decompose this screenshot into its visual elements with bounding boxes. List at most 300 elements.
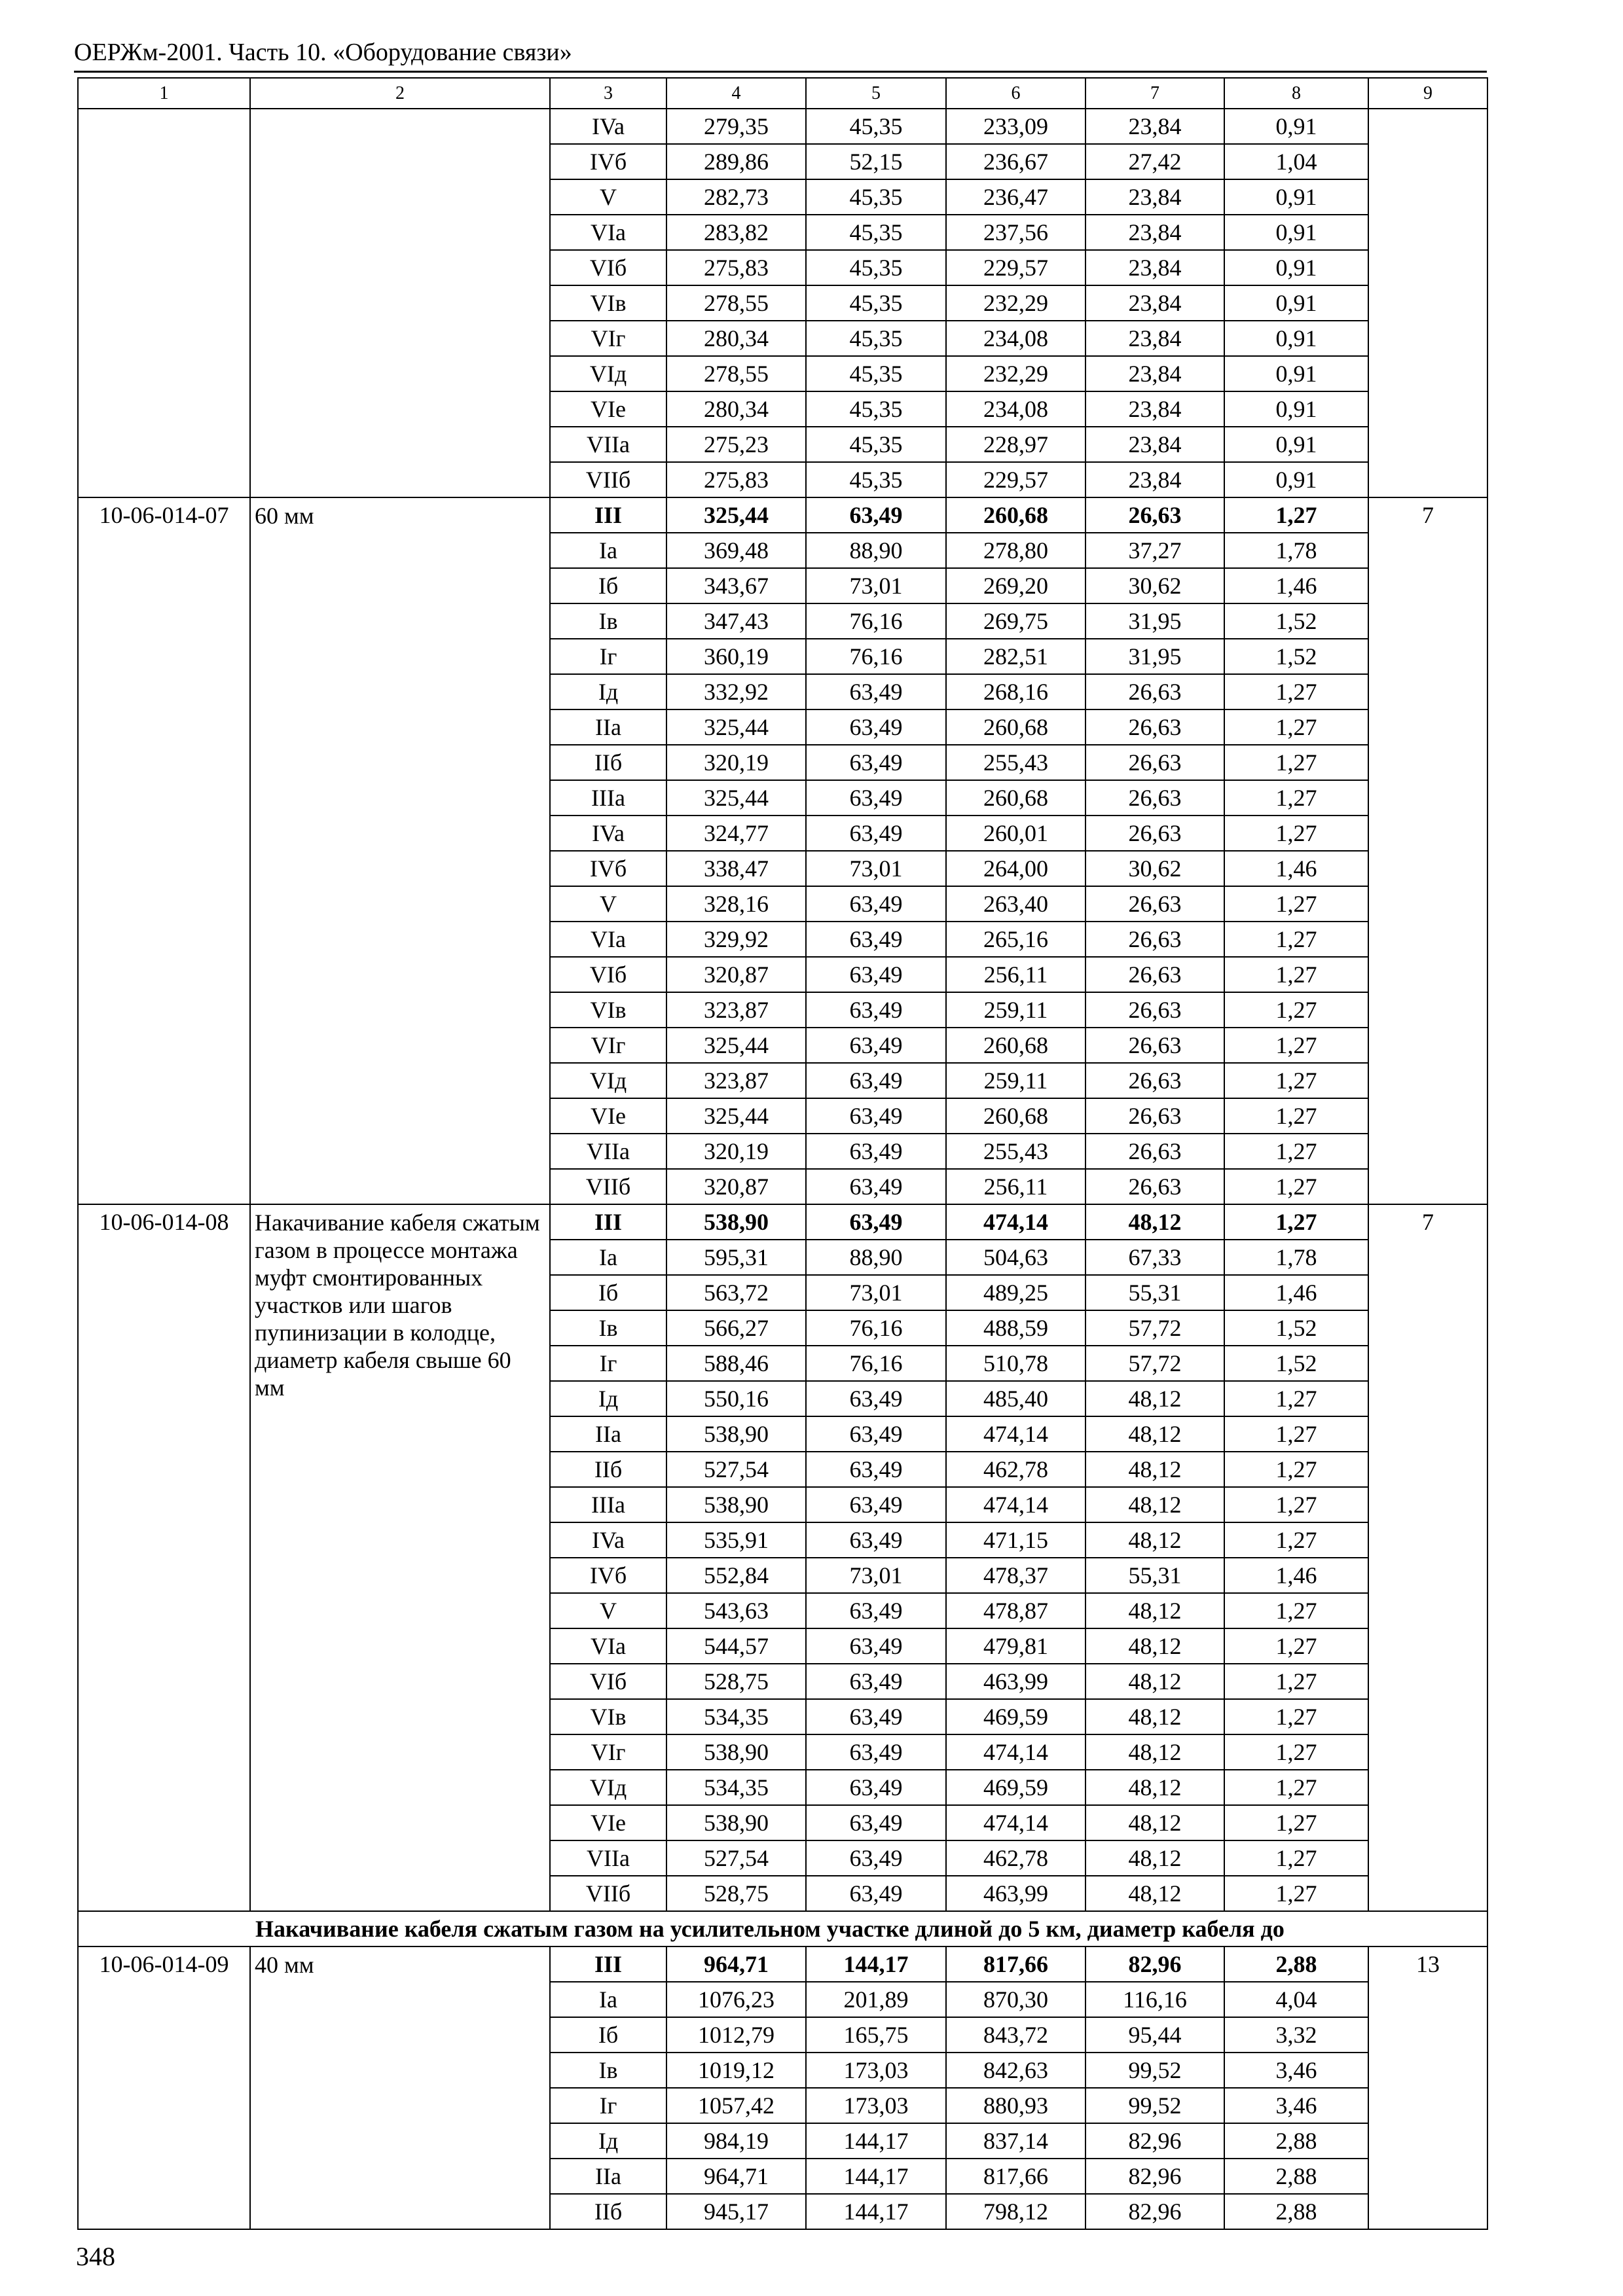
value-cell: 1,46 [1224,1558,1368,1593]
column-number-cell: 4 [666,78,806,109]
value-cell: 63,49 [806,1063,946,1098]
value-cell: 236,67 [946,144,1085,179]
value-cell: 26,63 [1085,745,1224,780]
value-cell: VIд [550,1770,666,1805]
value-cell: 1012,79 [666,2017,806,2053]
value-cell: 1,27 [1224,1169,1368,1204]
col9-cell: 7 [1368,1204,1487,1911]
value-cell: 26,63 [1085,709,1224,745]
value-cell: 2,88 [1224,2159,1368,2194]
value-cell: 474,14 [946,1416,1085,1452]
value-cell: 26,63 [1085,674,1224,709]
value-cell: 1,52 [1224,1310,1368,1346]
value-cell: 23,84 [1085,462,1224,497]
value-cell: 63,49 [806,674,946,709]
value-cell: 263,40 [946,886,1085,922]
value-cell: 45,35 [806,391,946,427]
value-cell: 237,56 [946,215,1085,250]
value-cell: 63,49 [806,1169,946,1204]
value-cell: 1,27 [1224,497,1368,533]
value-cell: 26,63 [1085,886,1224,922]
value-cell: 63,49 [806,816,946,851]
value-cell: 232,29 [946,285,1085,321]
value-cell: 1,27 [1224,1664,1368,1699]
value-cell: 474,14 [946,1805,1085,1840]
value-cell: 469,59 [946,1770,1085,1805]
value-cell: IIa [550,709,666,745]
value-cell: 144,17 [806,2194,946,2229]
value-cell: 324,77 [666,816,806,851]
value-cell: IVa [550,109,666,144]
value-cell: 63,49 [806,780,946,816]
value-cell: 63,49 [806,1770,946,1805]
value-cell: 1,46 [1224,851,1368,886]
value-cell: 1,52 [1224,1346,1368,1381]
value-cell: III [550,1946,666,1982]
value-cell: 23,84 [1085,285,1224,321]
value-cell: 26,63 [1085,1028,1224,1063]
value-cell: 323,87 [666,992,806,1028]
value-cell: 1,27 [1224,992,1368,1028]
value-cell: 4,04 [1224,1982,1368,2017]
value-cell: 76,16 [806,1346,946,1381]
value-cell: 23,84 [1085,427,1224,462]
value-cell: 0,91 [1224,215,1368,250]
value-cell: 323,87 [666,1063,806,1098]
value-cell: V [550,1593,666,1628]
value-cell: 63,49 [806,1876,946,1911]
value-cell: 55,31 [1085,1558,1224,1593]
value-cell: 320,19 [666,1134,806,1169]
value-cell: 229,57 [946,250,1085,285]
value-cell: 23,84 [1085,215,1224,250]
value-cell: 73,01 [806,568,946,603]
value-cell: 489,25 [946,1275,1085,1310]
value-cell: Ia [550,1240,666,1275]
value-cell: Iг [550,2088,666,2123]
value-cell: 842,63 [946,2053,1085,2088]
table-row [78,109,1487,144]
value-cell: 1,52 [1224,639,1368,674]
value-cell: 26,63 [1085,1063,1224,1098]
page-header-title: ОЕРЖм-2001. Часть 10. «Оборудование связи» [74,39,572,66]
value-cell: 538,90 [666,1204,806,1240]
value-cell: 595,31 [666,1240,806,1275]
value-cell: IIa [550,2159,666,2194]
value-cell: 462,78 [946,1452,1085,1487]
value-cell: 63,49 [806,1805,946,1840]
value-cell: 588,46 [666,1346,806,1381]
value-cell: 264,00 [946,851,1085,886]
column-number-cell: 8 [1224,78,1368,109]
value-cell: 332,92 [666,674,806,709]
value-cell: Iг [550,1346,666,1381]
value-cell: 260,68 [946,709,1085,745]
value-cell: 488,59 [946,1310,1085,1346]
value-cell: 329,92 [666,922,806,957]
value-cell: 1,27 [1224,1381,1368,1416]
value-cell: 67,33 [1085,1240,1224,1275]
value-cell: 504,63 [946,1240,1085,1275]
value-cell: 0,91 [1224,109,1368,144]
value-cell: 280,34 [666,321,806,356]
value-cell: 260,68 [946,497,1085,533]
value-cell: 23,84 [1085,179,1224,215]
value-cell: 116,16 [1085,1982,1224,2017]
value-cell: 63,49 [806,1487,946,1522]
value-cell: 82,96 [1085,2123,1224,2159]
value-cell: 228,97 [946,427,1085,462]
value-cell: Ia [550,1982,666,2017]
value-cell: IVб [550,1558,666,1593]
value-cell: 563,72 [666,1275,806,1310]
value-cell: 510,78 [946,1346,1085,1381]
value-cell: IVб [550,144,666,179]
value-cell: 55,31 [1085,1275,1224,1310]
value-cell: 283,82 [666,215,806,250]
value-cell: VIб [550,250,666,285]
value-cell: 474,14 [946,1734,1085,1770]
value-cell: Iб [550,2017,666,2053]
value-cell: 48,12 [1085,1876,1224,1911]
value-cell: 289,86 [666,144,806,179]
value-cell: 463,99 [946,1876,1085,1911]
value-cell: 26,63 [1085,992,1224,1028]
value-cell: VIб [550,1664,666,1699]
value-cell: VIг [550,1734,666,1770]
value-cell: 23,84 [1085,250,1224,285]
value-cell: VIг [550,1028,666,1063]
value-cell: 534,35 [666,1770,806,1805]
value-cell: 278,80 [946,533,1085,568]
value-cell: 48,12 [1085,1381,1224,1416]
value-cell: 269,75 [946,603,1085,639]
value-cell: 1,27 [1224,1805,1368,1840]
value-cell: 343,67 [666,568,806,603]
value-cell: 63,49 [806,1699,946,1734]
value-cell: 278,55 [666,285,806,321]
value-cell: VIг [550,321,666,356]
value-cell: 817,66 [946,2159,1085,2194]
value-cell: VIIa [550,427,666,462]
value-cell: 534,35 [666,1699,806,1734]
value-cell: 259,11 [946,992,1085,1028]
value-cell: 260,01 [946,816,1085,851]
value-cell: 232,29 [946,356,1085,391]
value-cell: Iв [550,1310,666,1346]
value-cell: 279,35 [666,109,806,144]
value-cell: 360,19 [666,639,806,674]
value-cell: III [550,497,666,533]
value-cell: 2,88 [1224,2123,1368,2159]
value-cell: 528,75 [666,1664,806,1699]
value-cell: 479,81 [946,1628,1085,1664]
value-cell: 1,27 [1224,1876,1368,1911]
value-cell: 144,17 [806,2159,946,2194]
section-row [78,1911,1487,1946]
value-cell: 45,35 [806,215,946,250]
description-cell: Накачивание кабеля сжатым газом в процессе монтажа муфт смонтированных участков или шагов пупинизации в колодце, диаметр кабеля свыше 60 мм [250,1204,550,1911]
value-cell: 0,91 [1224,391,1368,427]
value-cell: 1,27 [1224,886,1368,922]
value-cell: 26,63 [1085,1169,1224,1204]
value-cell: VIIб [550,1169,666,1204]
value-cell: VIa [550,922,666,957]
value-cell: 73,01 [806,1275,946,1310]
value-cell: 63,49 [806,1734,946,1770]
value-cell: 3,46 [1224,2088,1368,2123]
value-cell: 48,12 [1085,1452,1224,1487]
value-cell: 256,11 [946,957,1085,992]
value-cell: 57,72 [1085,1310,1224,1346]
value-cell: 0,91 [1224,250,1368,285]
value-cell: 63,49 [806,1628,946,1664]
value-cell: 30,62 [1085,568,1224,603]
description-cell [250,109,550,497]
table-row [78,497,1487,533]
value-cell: 45,35 [806,179,946,215]
value-cell: 1,27 [1224,1840,1368,1876]
value-cell: 320,87 [666,1169,806,1204]
value-cell: 26,63 [1085,497,1224,533]
value-cell: 474,14 [946,1487,1085,1522]
value-cell: Iб [550,1275,666,1310]
value-cell: 63,49 [806,957,946,992]
value-cell: 63,49 [806,497,946,533]
value-cell: 0,91 [1224,321,1368,356]
value-cell: 31,95 [1085,603,1224,639]
value-cell: 144,17 [806,2123,946,2159]
value-cell: VIIa [550,1134,666,1169]
value-cell: 0,91 [1224,462,1368,497]
value-cell: Ia [550,533,666,568]
value-cell: V [550,179,666,215]
value-cell: 173,03 [806,2053,946,2088]
col9-cell: 7 [1368,497,1487,1204]
value-cell: 144,17 [806,1946,946,1982]
value-cell: 99,52 [1085,2053,1224,2088]
value-cell: 338,47 [666,851,806,886]
value-cell: 325,44 [666,1028,806,1063]
value-cell: VIa [550,1628,666,1664]
value-cell: 552,84 [666,1558,806,1593]
value-cell: 73,01 [806,851,946,886]
value-cell: 945,17 [666,2194,806,2229]
value-cell: 82,96 [1085,1946,1224,1982]
value-cell: 1,27 [1224,1134,1368,1169]
value-cell: 76,16 [806,639,946,674]
value-cell: 478,37 [946,1558,1085,1593]
value-cell: 1,27 [1224,709,1368,745]
col9-cell: 13 [1368,1946,1487,2229]
value-cell: 30,62 [1085,851,1224,886]
value-cell: 259,11 [946,1063,1085,1098]
rates-table [77,77,1488,2230]
value-cell: 229,57 [946,462,1085,497]
value-cell: 471,15 [946,1522,1085,1558]
value-cell: 485,40 [946,1381,1085,1416]
col9-cell [1368,109,1487,497]
value-cell: 234,08 [946,391,1085,427]
value-cell: VIб [550,957,666,992]
value-cell: 1,27 [1224,1699,1368,1734]
value-cell: 1,27 [1224,1593,1368,1628]
value-cell: 63,49 [806,1028,946,1063]
column-number-cell: 6 [946,78,1085,109]
column-number-cell: 7 [1085,78,1224,109]
value-cell: VIв [550,285,666,321]
value-cell: 255,43 [946,745,1085,780]
description-cell: 60 мм [250,497,550,1204]
value-cell: 260,68 [946,780,1085,816]
value-cell: 63,49 [806,1522,946,1558]
value-cell: 63,49 [806,1416,946,1452]
value-cell: 843,72 [946,2017,1085,2053]
value-cell: 48,12 [1085,1840,1224,1876]
value-cell: 63,49 [806,1204,946,1240]
value-cell: 1,27 [1224,745,1368,780]
value-cell: 31,95 [1085,639,1224,674]
value-cell: 57,72 [1085,1346,1224,1381]
value-cell: 23,84 [1085,109,1224,144]
value-cell: 1,52 [1224,603,1368,639]
value-cell: 26,63 [1085,1134,1224,1169]
value-cell: 984,19 [666,2123,806,2159]
description-cell: 40 мм [250,1946,550,2229]
code-cell: 10-06-014-09 [78,1946,250,2229]
column-number-cell: 2 [250,78,550,109]
value-cell: 320,87 [666,957,806,992]
value-cell: 63,49 [806,1593,946,1628]
value-cell: 0,91 [1224,179,1368,215]
value-cell: 82,96 [1085,2159,1224,2194]
value-cell: 469,59 [946,1699,1085,1734]
value-cell: IIa [550,1416,666,1452]
value-cell: 48,12 [1085,1699,1224,1734]
value-cell: 278,55 [666,356,806,391]
value-cell: Iд [550,674,666,709]
value-cell: IIб [550,745,666,780]
value-cell: 550,16 [666,1381,806,1416]
value-cell: 45,35 [806,462,946,497]
value-cell: 538,90 [666,1805,806,1840]
value-cell: 45,35 [806,356,946,391]
value-cell: 99,52 [1085,2088,1224,2123]
value-cell: 48,12 [1085,1204,1224,1240]
value-cell: 48,12 [1085,1522,1224,1558]
value-cell: 1,78 [1224,533,1368,568]
header-rule [74,71,1487,73]
value-cell: VIд [550,356,666,391]
value-cell: 63,49 [806,1840,946,1876]
value-cell: 23,84 [1085,391,1224,427]
value-cell: 538,90 [666,1487,806,1522]
value-cell: 256,11 [946,1169,1085,1204]
value-cell: VIIa [550,1840,666,1876]
value-cell: 462,78 [946,1840,1085,1876]
column-number-cell: 9 [1368,78,1487,109]
value-cell: 566,27 [666,1310,806,1346]
column-number-cell: 5 [806,78,946,109]
value-cell: VIд [550,1063,666,1098]
value-cell: 1,27 [1224,922,1368,957]
value-cell: 0,91 [1224,427,1368,462]
value-cell: 0,91 [1224,356,1368,391]
value-cell: 48,12 [1085,1805,1224,1840]
value-cell: 280,34 [666,391,806,427]
column-number-cell: 3 [550,78,666,109]
value-cell: 1076,23 [666,1982,806,2017]
value-cell: 88,90 [806,533,946,568]
value-cell: IIб [550,2194,666,2229]
value-cell: 63,49 [806,886,946,922]
value-cell: 275,23 [666,427,806,462]
value-cell: 2,88 [1224,1946,1368,1982]
value-cell: 527,54 [666,1840,806,1876]
value-cell: 538,90 [666,1416,806,1452]
value-cell: VIе [550,1805,666,1840]
value-cell: Iв [550,603,666,639]
value-cell: 48,12 [1085,1770,1224,1805]
value-cell: IIIa [550,1487,666,1522]
value-cell: 63,49 [806,745,946,780]
value-cell: 535,91 [666,1522,806,1558]
value-cell: 369,48 [666,533,806,568]
value-cell: 165,75 [806,2017,946,2053]
value-cell: 1,46 [1224,568,1368,603]
value-cell: 26,63 [1085,1098,1224,1134]
value-cell: 63,49 [806,922,946,957]
value-cell: VIе [550,391,666,427]
value-cell: 282,73 [666,179,806,215]
code-cell: 10-06-014-07 [78,497,250,1204]
value-cell: 63,49 [806,1381,946,1416]
value-cell: 26,63 [1085,957,1224,992]
value-cell: 474,14 [946,1204,1085,1240]
value-cell: 275,83 [666,462,806,497]
value-cell: 234,08 [946,321,1085,356]
value-cell: 528,75 [666,1876,806,1911]
value-cell: 1,78 [1224,1240,1368,1275]
value-cell: Iб [550,568,666,603]
value-cell: 347,43 [666,603,806,639]
value-cell: 275,83 [666,250,806,285]
value-cell: 45,35 [806,321,946,356]
value-cell: 1,27 [1224,957,1368,992]
value-cell: 1,27 [1224,1522,1368,1558]
value-cell: 76,16 [806,603,946,639]
value-cell: 63,49 [806,992,946,1028]
value-cell: 88,90 [806,1240,946,1275]
value-cell: IVa [550,816,666,851]
value-cell: 1,27 [1224,1452,1368,1487]
value-cell: 37,27 [1085,533,1224,568]
value-cell: 1,27 [1224,1416,1368,1452]
value-cell: 45,35 [806,109,946,144]
value-cell: 26,63 [1085,816,1224,851]
value-cell: 45,35 [806,285,946,321]
column-number-cell: 1 [78,78,250,109]
value-cell: 1,27 [1224,1770,1368,1805]
value-cell: 798,12 [946,2194,1085,2229]
value-cell: 173,03 [806,2088,946,2123]
value-cell: 1,27 [1224,674,1368,709]
value-cell: 817,66 [946,1946,1085,1982]
value-cell: 3,32 [1224,2017,1368,2053]
value-cell: 265,16 [946,922,1085,957]
value-cell: 1,46 [1224,1275,1368,1310]
section-title: Накачивание кабеля сжатым газом на усилительном участке длиной до 5 км, диаметр кабеля до [78,1911,1487,1946]
